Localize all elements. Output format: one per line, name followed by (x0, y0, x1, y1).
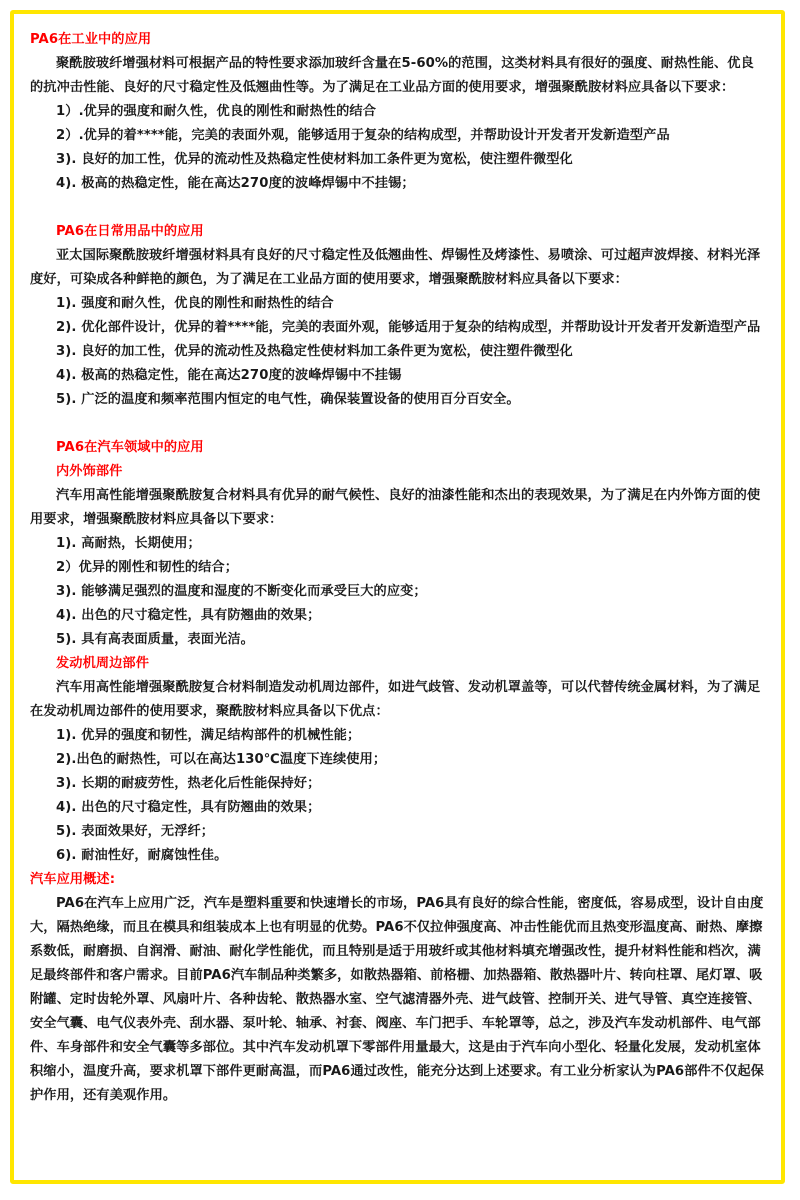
industry-item-2: 2）.优异的着****能，完美的表面外观，能够适用于复杂的结构成型，并帮助设计开发者开发新造型产品 (56, 128, 670, 143)
section-title-auto: PA6在汽车领域中的应用 (56, 440, 204, 455)
spacer (30, 196, 767, 220)
engine-item-4: 4). 出色的尺寸稳定性，具有防翘曲的效果； (56, 800, 321, 815)
daily-item-4: 4). 极高的热稳定性，能在高达270度的波峰焊锡中不挂锡 (56, 368, 402, 383)
subtitle-engine: 发动机周边部件 (56, 656, 150, 671)
daily-item-5: 5). 广泛的温度和频率范围内恒定的电气性，确保装置设备的使用百分百安全。 (56, 392, 520, 407)
spacer (30, 412, 767, 436)
industry-item-1: 1）.优异的强度和耐久性，优良的刚性和耐热性的结合 (56, 104, 376, 119)
interior-item-1: 1). 高耐热，长期使用； (56, 536, 201, 551)
interior-item-4: 4). 出色的尺寸稳定性，具有防翘曲的效果； (56, 608, 321, 623)
document-frame (10, 10, 785, 1184)
industry-item-3: 3). 良好的加工性，优异的流动性及热稳定性使材料加工条件更为宽松，使注塑件微型化 (56, 152, 573, 167)
engine-item-3: 3). 长期的耐疲劳性，热老化后性能保持好； (56, 776, 321, 791)
section-title-daily: PA6在日常用品中的应用 (56, 224, 204, 239)
engine-item-1: 1). 优异的强度和韧性，满足结构部件的机械性能； (56, 728, 361, 743)
industry-intro: 聚酰胺玻纤增强材料可根据产品的特性要求添加玻纤含量在5-60%的范围，这类材料具有很好的强度、耐热性能、优良的抗冲击性能、良好的尺寸稳定性及低翘曲性等。为了满足在工业品方面的使用要求，增强聚酰胺材料应具备以下要求： (30, 56, 754, 95)
engine-item-6: 6). 耐油性好，耐腐蚀性佳。 (56, 848, 228, 863)
interior-intro: 汽车用高性能增强聚酰胺复合材料具有优异的耐气候性、良好的油漆性能和杰出的表现效果，为了满足在内外饰方面的使用要求，增强聚酰胺材料应具备以下要求： (30, 488, 761, 527)
industry-item-4: 4). 极高的热稳定性，能在高达270度的波峰焊锡中不挂锡； (56, 176, 415, 191)
interior-item-5: 5). 具有高表面质量，表面光洁。 (56, 632, 254, 647)
daily-item-1: 1). 强度和耐久性，优良的刚性和耐热性的结合 (56, 296, 334, 311)
subtitle-interior: 内外饰部件 (56, 464, 123, 479)
section-title-overview: 汽车应用概述: (30, 872, 116, 887)
daily-intro: 亚太国际聚酰胺玻纤增强材料具有良好的尺寸稳定性及低翘曲性、焊锡性及烤漆性、易喷涂、可过超声波焊接、材料光泽度好，可染成各种鲜艳的颜色，为了满足在工业品方面的使用要求，增强聚酰胺材料应具备以下要求： (30, 248, 761, 287)
interior-item-3: 3). 能够满足强烈的温度和湿度的不断变化而承受巨大的应变； (56, 584, 427, 599)
section-title-industry: PA6在工业中的应用 (30, 32, 152, 47)
engine-intro: 汽车用高性能增强聚酰胺复合材料制造发动机周边部件，如进气歧管、发动机罩盖等，可以代替传统金属材料，为了满足在发动机周边部件的使用要求，聚酰胺材料应具备以下优点： (30, 680, 761, 719)
interior-item-2: 2）优异的刚性和韧性的结合； (56, 560, 239, 575)
daily-item-2: 2). 优化部件设计，优异的着****能，完美的表面外观，能够适用于复杂的结构成型，并帮助设计开发者开发新造型产品 (56, 320, 761, 335)
engine-item-2: 2).出色的耐热性，可以在高达130℃温度下连续使用； (56, 752, 387, 767)
overview-body: PA6在汽车上应用广泛，汽车是塑料重要和快速增长的市场，PA6具有良好的综合性能，密度低，容易成型，设计自由度大，隔热绝缘，而且在模具和组装成本上也有明显的优势。PA6不仅拉伸强度高、冲击性能优而且热变形温度高、耐热、摩擦系数低，耐磨损、自润滑、耐油、耐化学性能优，而且特别是适于用玻纤或其他材料填充增强改性，提升材料性能和档次，满足最终部件和客户需求。目前PA6汽车制品种类繁多，如散热器箱、前格栅、加热器箱、散热器叶片、转向柱罩、尾灯罩、吸附罐、定时齿轮外罩、风扇叶片、各种齿轮、散热器水室、空气滤清器外壳、进气歧管、控制开关、进气导管、真空连接管、安全气囊、电气仪表外壳、刮水器、泵叶轮、轴承、衬套、阀座、车门把手、车轮罩等，总之，涉及汽车发动机部件、电气部件、车身部件和安全气囊等多部位。其中汽车发动机罩下零部件用量最大，这是由于汽车向小型化、轻量化发展，发动机室体积缩小，温度升高，要求机罩下部件更耐高温，而PA6通过改性，能充分达到上述要求。有工业分析家认为PA6部件不仅起保护作用，还有美观作用。 (30, 896, 764, 1103)
daily-item-3: 3). 良好的加工性，优异的流动性及热稳定性使材料加工条件更为宽松，使注塑件微型化 (56, 344, 573, 359)
engine-item-5: 5). 表面效果好，无浮纤； (56, 824, 215, 839)
